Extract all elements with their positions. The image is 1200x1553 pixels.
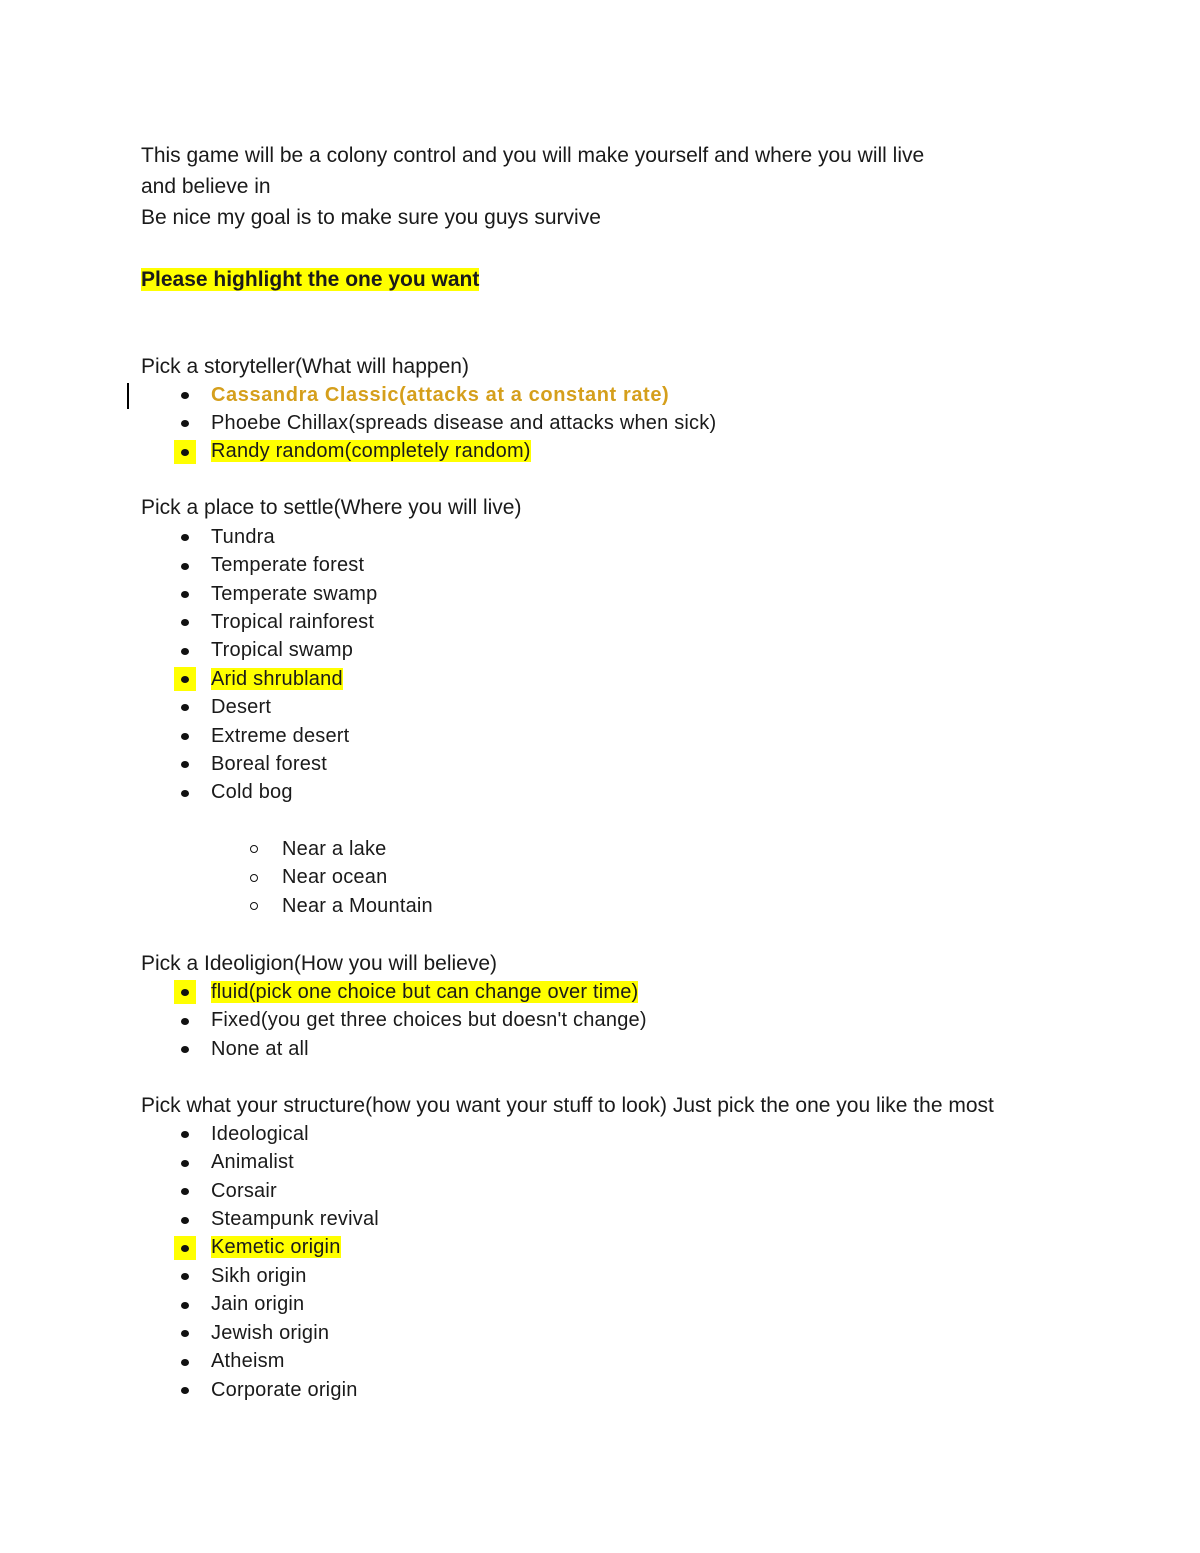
- ideoligion-item-fluid[interactable]: [211, 978, 638, 1006]
- place-item-tropical-rainforest[interactable]: Tropical rainforest: [211, 611, 375, 633]
- bullet-icon: [174, 695, 196, 719]
- bullet-icon: [174, 610, 196, 634]
- bullet-icon: [174, 383, 196, 407]
- bullet-icon: [174, 1122, 196, 1146]
- bullet-icon: [174, 411, 196, 435]
- place-item-arid-shrubland[interactable]: [211, 665, 343, 693]
- instruction-highlight: Please highlight the one you want: [141, 268, 480, 291]
- storyteller-heading: Pick a storyteller(What will happen): [141, 355, 469, 378]
- structure-item-atheism[interactable]: Atheism: [211, 1350, 285, 1372]
- place-item-temperate-swamp[interactable]: Temperate swamp: [211, 583, 378, 605]
- place-item-extreme-desert[interactable]: Extreme desert: [211, 725, 350, 747]
- place-sub-item-lake[interactable]: Near a lake: [282, 838, 387, 860]
- bullet-icon: [174, 582, 196, 606]
- instruction-heading: [141, 266, 479, 294]
- bullet-icon: [174, 525, 196, 549]
- bullet-icon: [174, 1236, 196, 1260]
- structure-item-ideological[interactable]: Ideological: [211, 1123, 309, 1145]
- circle-bullet-icon: [246, 837, 262, 861]
- structure-item-sikh[interactable]: Sikh origin: [211, 1265, 307, 1287]
- structure-heading: Pick what your structure(how you want your stuff to look) Just pick the one you like the most: [141, 1094, 994, 1117]
- highlighted-choice: Arid shrubland: [211, 668, 343, 690]
- bullet-icon: [174, 1264, 196, 1288]
- structure-item-jain[interactable]: Jain origin: [211, 1293, 305, 1315]
- text-cursor: [127, 383, 129, 409]
- bullet-icon: [174, 1151, 196, 1175]
- bullet-icon: [174, 554, 196, 578]
- place-item-desert[interactable]: Desert: [211, 696, 272, 718]
- bullet-icon: [174, 440, 196, 464]
- highlighted-choice: Kemetic origin: [211, 1236, 341, 1258]
- bullet-icon: [174, 1037, 196, 1061]
- bullet-icon: [174, 1208, 196, 1232]
- bullet-icon: [174, 781, 196, 805]
- place-item-boreal-forest[interactable]: Boreal forest: [211, 753, 327, 775]
- circle-bullet-icon: [246, 894, 262, 918]
- circle-bullet-icon: [246, 866, 262, 890]
- bullet-icon: [174, 1378, 196, 1402]
- structure-item-kemetic[interactable]: [211, 1233, 341, 1261]
- place-item-tropical-swamp[interactable]: Tropical swamp: [211, 639, 354, 661]
- place-heading: Pick a place to settle(Where you will live): [141, 496, 522, 519]
- place-item-tundra[interactable]: Tundra: [211, 526, 275, 548]
- place-item-cold-bog[interactable]: Cold bog: [211, 781, 293, 803]
- place-item-temperate-forest[interactable]: Temperate forest: [211, 554, 365, 576]
- ideoligion-heading: Pick a Ideoligion(How you will believe): [141, 952, 497, 975]
- highlighted-choice: fluid(pick one choice but can change over time): [211, 981, 639, 1003]
- place-sub-item-ocean[interactable]: Near ocean: [282, 866, 388, 888]
- bullet-icon: [174, 1179, 196, 1203]
- storyteller-item-phoebe[interactable]: Phoebe Chillax(spreads disease and attacks when sick): [211, 412, 717, 434]
- intro-line-2: and believe in: [141, 175, 271, 198]
- intro-line-1: This game will be a colony control and you will make yourself and where you will live: [141, 144, 925, 167]
- intro-line-3: Be nice my goal is to make sure you guys survive: [141, 206, 601, 229]
- highlighted-choice: Randy random(completely random): [211, 440, 531, 462]
- bullet-icon: [174, 1293, 196, 1317]
- ideoligion-item-none[interactable]: None at all: [211, 1038, 309, 1060]
- bullet-icon: [174, 724, 196, 748]
- structure-item-corporate[interactable]: Corporate origin: [211, 1379, 358, 1401]
- place-sub-item-mountain[interactable]: Near a Mountain: [282, 895, 433, 917]
- storyteller-item-randy[interactable]: [211, 437, 531, 465]
- ideoligion-item-fixed[interactable]: Fixed(you get three choices but doesn't change): [211, 1009, 647, 1031]
- bullet-icon: [174, 667, 196, 691]
- bullet-icon: [174, 980, 196, 1004]
- bullet-icon: [174, 639, 196, 663]
- structure-item-jewish[interactable]: Jewish origin: [211, 1322, 330, 1344]
- structure-item-animalist[interactable]: Animalist: [211, 1151, 294, 1173]
- bullet-icon: [174, 752, 196, 776]
- bullet-icon: [174, 1321, 196, 1345]
- structure-item-corsair[interactable]: Corsair: [211, 1180, 277, 1202]
- structure-item-steampunk[interactable]: Steampunk revival: [211, 1208, 379, 1230]
- storyteller-item-cassandra[interactable]: Cassandra Classic(attacks at a constant rate): [211, 384, 670, 406]
- bullet-icon: [174, 1350, 196, 1374]
- bullet-icon: [174, 1009, 196, 1033]
